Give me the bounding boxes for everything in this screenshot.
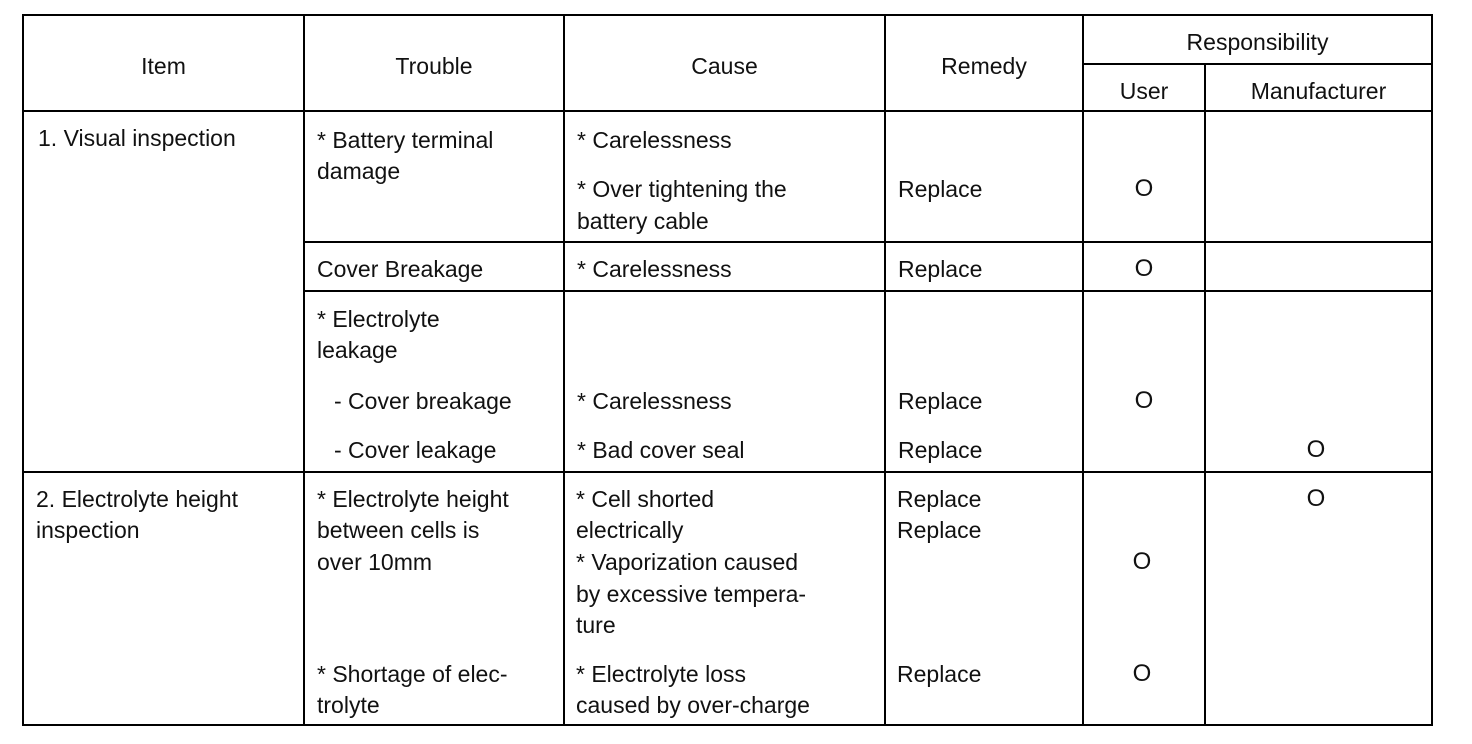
remedy-cell: Replace (898, 256, 983, 282)
user-responsibility-mark: O (1134, 175, 1154, 202)
item-electrolyte-height: inspection (36, 517, 140, 543)
manufacturer-responsibility-mark: O (1306, 485, 1326, 512)
trouble-subitem: - Cover breakage (334, 388, 512, 414)
rule-responsibility (1082, 63, 1433, 65)
col-sep-remedy (1082, 14, 1084, 726)
remedy-cell: Replace (897, 486, 982, 512)
cause-cell: caused by over-charge (576, 692, 810, 718)
border-right (1431, 14, 1433, 726)
cause-cell: * Carelessness (577, 127, 732, 153)
user-responsibility-mark: O (1134, 387, 1154, 414)
cause-cell: battery cable (577, 208, 709, 234)
cause-cell: * Electrolyte loss (576, 661, 747, 687)
trouble-subitem: - Cover leakage (334, 437, 497, 463)
trouble-cell: * Electrolyte (317, 306, 440, 332)
user-responsibility-mark: O (1134, 255, 1154, 282)
remedy-cell: Replace (897, 661, 982, 687)
remedy-cell: Replace (898, 388, 983, 414)
col-sep-cause (884, 14, 886, 726)
border-bottom (22, 724, 1433, 726)
col-sep-user (1204, 64, 1206, 726)
trouble-cell: * Shortage of elec- (317, 661, 508, 687)
cause-cell: * Vaporization caused (576, 549, 799, 575)
trouble-cell: damage (317, 158, 401, 184)
cause-cell: ture (576, 612, 616, 638)
border-top (22, 14, 1433, 16)
border-left (22, 14, 24, 726)
header-cause: Cause (691, 53, 758, 79)
cause-cell: * Cell shorted (576, 486, 715, 512)
trouble-cell: leakage (317, 337, 398, 363)
rule-section (22, 471, 1433, 473)
item-visual-inspection: 1. Visual inspection (38, 125, 236, 151)
trouble-cell: * Electrolyte height (317, 486, 509, 512)
cause-cell: * Bad cover seal (577, 437, 745, 463)
header-item: Item (141, 53, 186, 79)
trouble-cell: over 10mm (317, 549, 433, 575)
col-sep-trouble (563, 14, 565, 726)
header-trouble: Trouble (395, 53, 473, 79)
user-responsibility-mark: O (1132, 660, 1152, 687)
remedy-cell: Replace (897, 517, 982, 543)
trouble-cell: between cells is (317, 517, 480, 543)
cause-cell: * Over tightening the (577, 176, 787, 202)
header-user: User (1119, 78, 1169, 104)
remedy-cell: Replace (898, 176, 983, 202)
rule-row-1 (303, 241, 1433, 243)
cause-cell: by excessive tempera- (576, 581, 807, 607)
col-sep-item (303, 14, 305, 726)
rule-row-2 (303, 290, 1433, 292)
manufacturer-responsibility-mark: O (1306, 436, 1326, 463)
item-electrolyte-height: 2. Electrolyte height (36, 486, 239, 512)
cause-cell: * Carelessness (577, 256, 732, 282)
trouble-cell: * Battery terminal (317, 127, 494, 153)
cause-cell: electrically (576, 517, 684, 543)
cause-cell: * Carelessness (577, 388, 732, 414)
header-remedy: Remedy (941, 53, 1027, 79)
trouble-cell: trolyte (317, 692, 380, 718)
trouble-cell: Cover Breakage (317, 256, 484, 282)
rule-header-bottom (22, 110, 1433, 112)
remedy-cell: Replace (898, 437, 983, 463)
header-manufacturer: Manufacturer (1250, 78, 1387, 104)
user-responsibility-mark: O (1132, 548, 1152, 575)
header-responsibility: Responsibility (1186, 29, 1329, 55)
